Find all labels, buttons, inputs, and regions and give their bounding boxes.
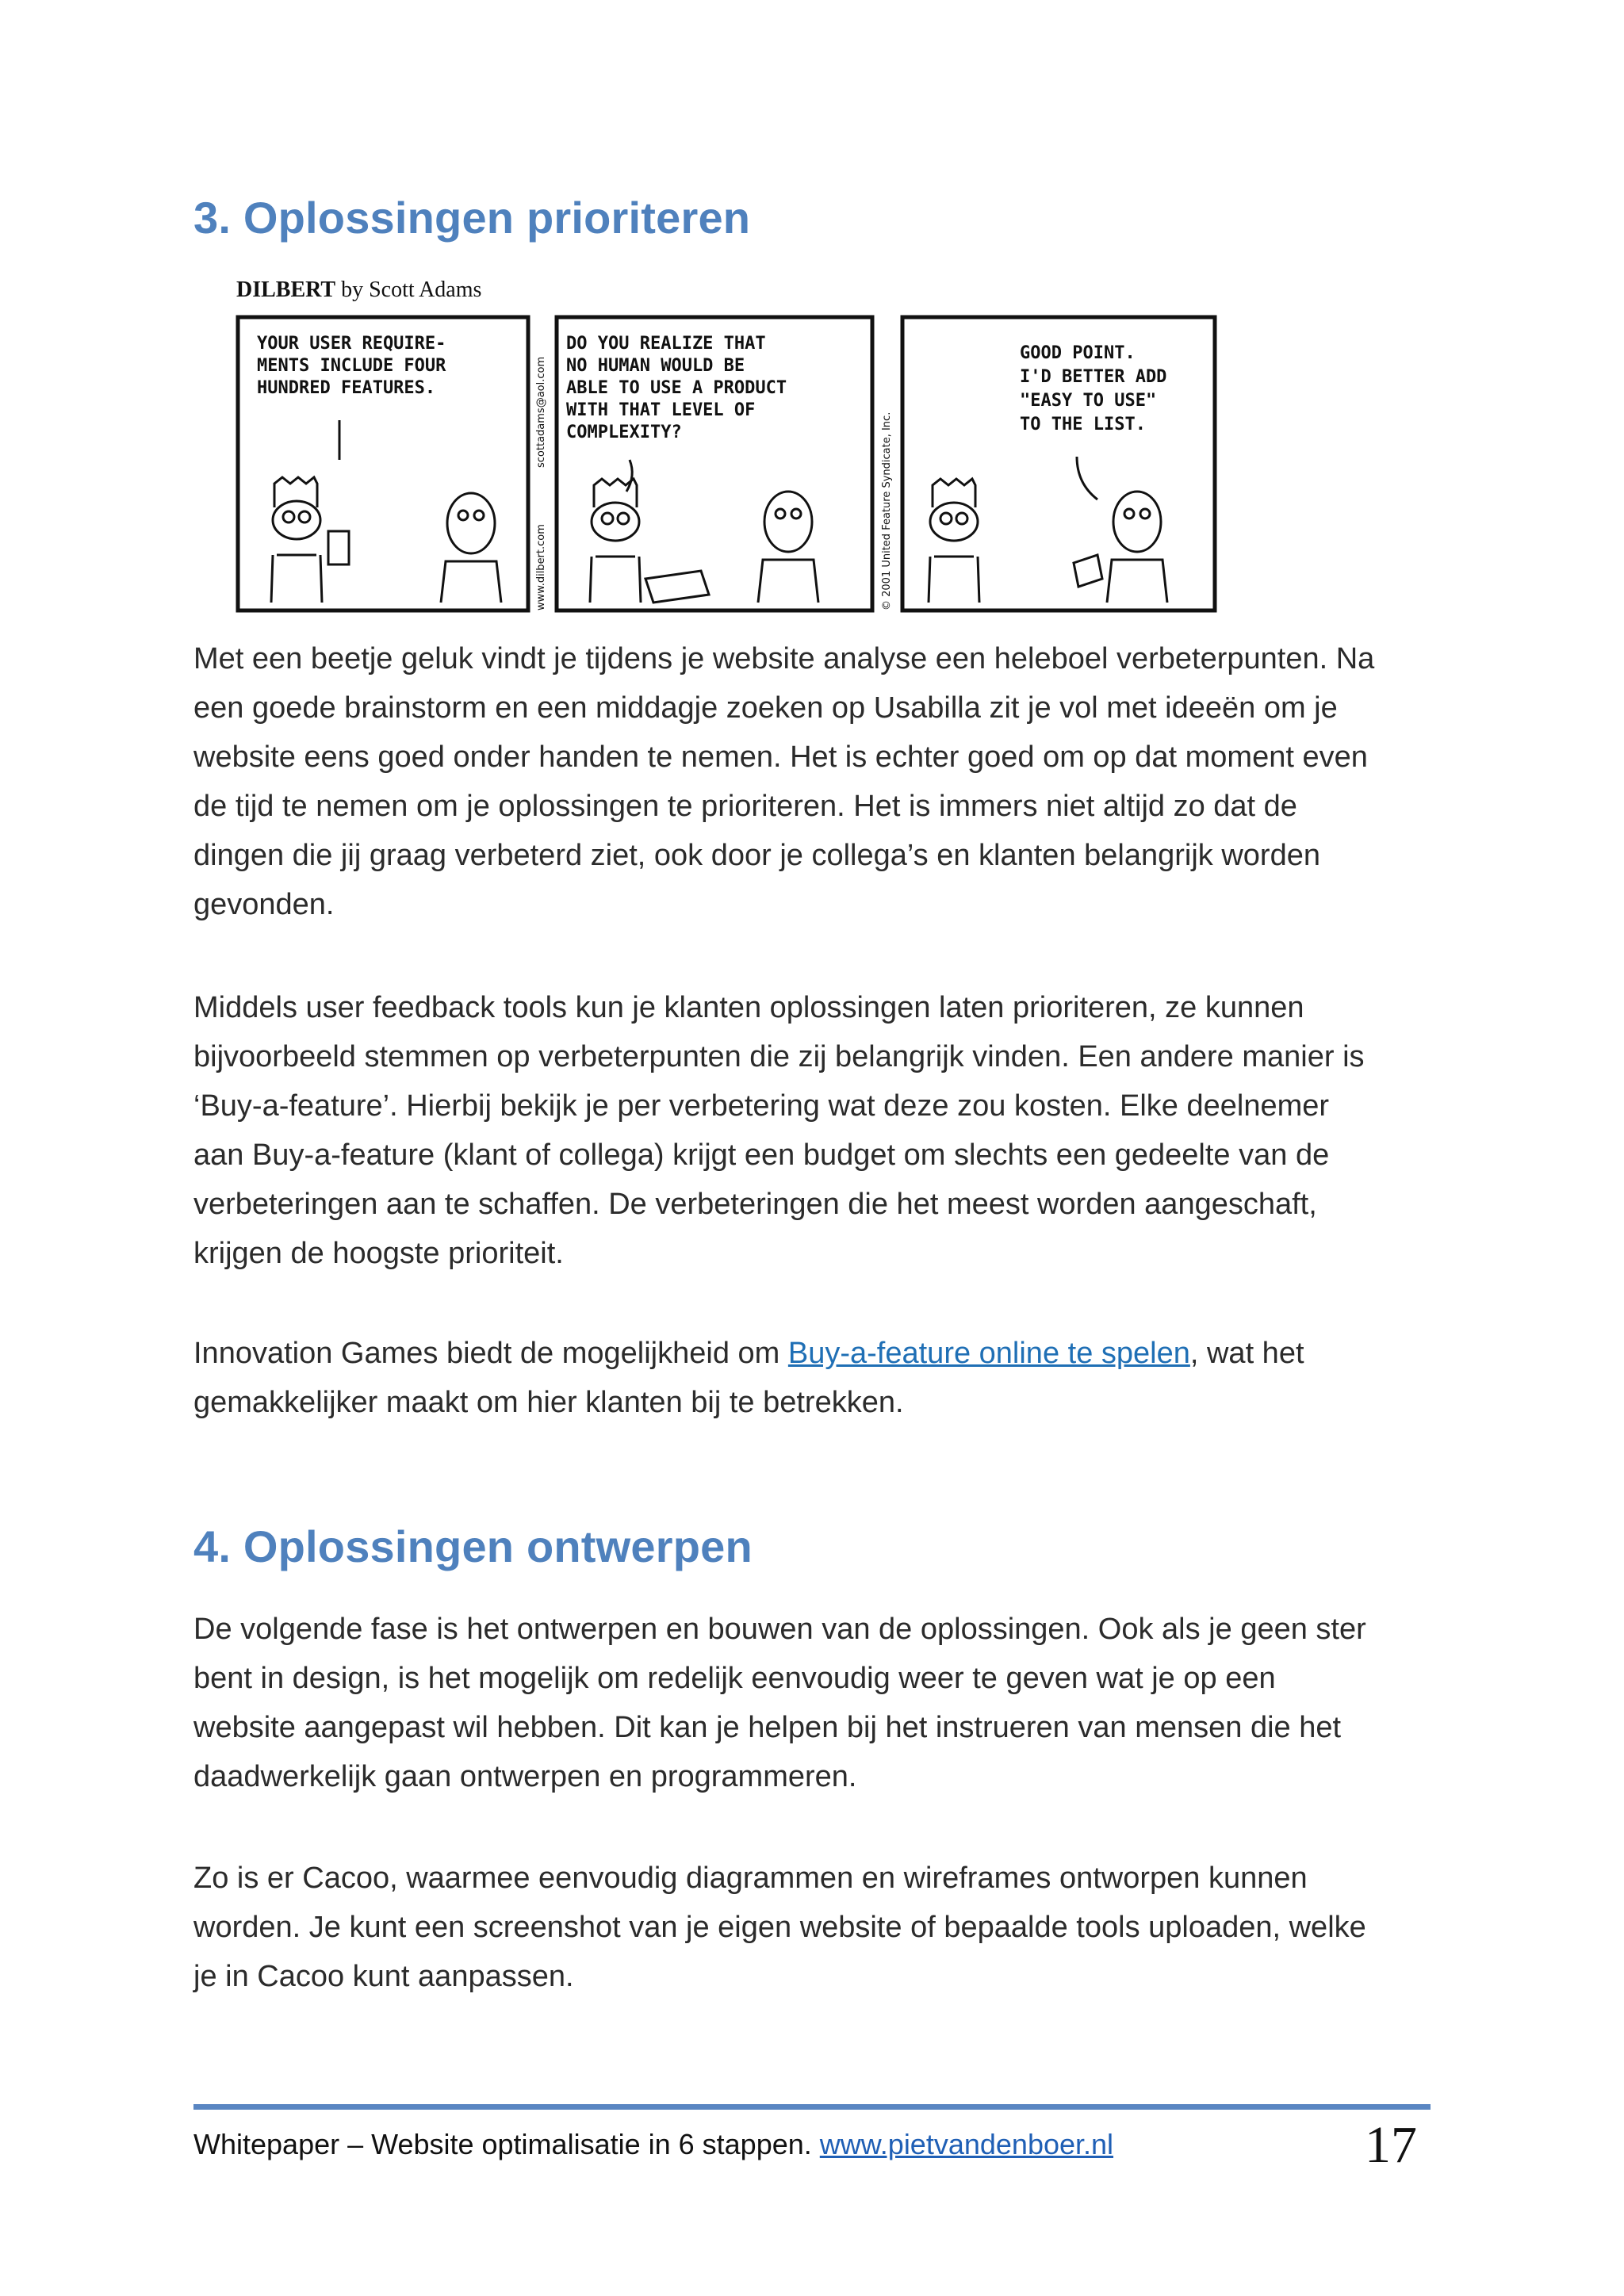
- comic-title: DILBERT: [236, 277, 336, 302]
- svg-text:DILBERT by Scott Adams: [236, 277, 481, 302]
- paragraph-4: De volgende fase is het ontwerpen en bouwen van de oplossingen. Ook als je geen ster bent in design, is het mogelijk om redelijk eenvoudig weer te geven wat je op een website aangepast wil hebben. Dit kan je helpen bij het instrueren van mensen die het daadwerkelijk gaan ontwerpen en programmeren.: [193, 1613, 1366, 1793]
- section-heading-3: 3. Oplossingen prioriteren: [193, 193, 751, 243]
- comic-panel-1: [238, 317, 528, 610]
- comic-panel-3: [902, 317, 1215, 610]
- svg-text:GOOD POINT. I'D BETT: GOOD POINT. I'D BETTER ADD "EASY TO USE" TO THE LIST.: [1020, 343, 1167, 434]
- svg-text:© 2001 United Feature Syndicat: © 2001 United Feature Syndicate, Inc.: [881, 411, 893, 610]
- footer-rule: [193, 2104, 1431, 2110]
- paragraph-1: Met een beetje geluk vindt je tijdens je website analyse een heleboel verbeterpunten. Na een goede brainstorm en een middagje zoeken op Usabilla zit je vol met ideeën om je website eens goed onder handen te nemen. Het is echter goed om op dat moment even de tijd te nemen om je oplossingen te prioriteren. Het is immers niet altijd zo dat de dingen die jij graag verbeterd ziet, ook door je collega’s en klanten belangrijk worden gevonden.: [193, 642, 1375, 921]
- footer-text: Whitepaper – Website optimalisatie in 6 stappen. www.pietvandenboer.nl: [193, 2128, 1114, 2160]
- paragraph-2: Middels user feedback tools kun je klanten oplossingen laten prioriteren, ze kunnen bijvoorbeeld stemmen op verbeterpunten die zij belangrijk vinden. Een andere manier is ‘Buy-a-feature’. Hierbij bekijk je per verbetering wat deze zou kosten. Elke deelnemer aan Buy-a-feature (klant of collega) krijgt een budget om slechts een gedeelte van de verbeteringen aan te schaffen. De verbeteringen die het meest worden aangeschaft, krijgen de hoogste prioriteit.: [193, 991, 1365, 1270]
- svg-text:DO YOU REALIZE THAT: DO YOU REALIZE THAT NO HUMAN WOULD BE ABLE TO USE A PRODUCT WITH THAT LEVEL OF COMPLEXITY?: [566, 334, 787, 442]
- svg-text:www.dilbert.com: www.dilbert.com: [535, 524, 547, 610]
- dilbert-comic: [233, 270, 1220, 618]
- svg-text:YOUR USER REQUIRE- M: YOUR USER REQUIRE- MENTS INCLUDE FOUR HUNDRED FEATURES.: [257, 334, 446, 398]
- comic-author: by Scott Adams: [341, 277, 482, 302]
- section-heading-4: 4. Oplossingen ontwerpen: [193, 1521, 753, 1571]
- footer-website-link[interactable]: www.pietvandenboer.nl: [819, 2128, 1114, 2160]
- buy-a-feature-link[interactable]: Buy-a-feature online te spelen: [787, 1337, 1190, 1370]
- page-number: 17: [1365, 2116, 1417, 2174]
- paragraph-5: Zo is er Cacoo, waarmee eenvoudig diagrammen en wireframes ontworpen kunnen worden. Je kunt een screenshot van je eigen website of bepaalde tools uploaden, welke je in Cacoo kunt aanpassen.: [193, 1862, 1366, 1993]
- comic-panel-2: [557, 317, 872, 610]
- comic-side-credit-2: [881, 412, 893, 610]
- paragraph-3: Innovation Games biedt de mogelijkheid om Buy-a-feature online te spelen, wat het gemakkelijker maakt om hier klanten bij te betrekken.: [193, 1337, 1304, 1419]
- svg-text:scottadams@aol.com: scottadams@aol.com: [535, 356, 547, 468]
